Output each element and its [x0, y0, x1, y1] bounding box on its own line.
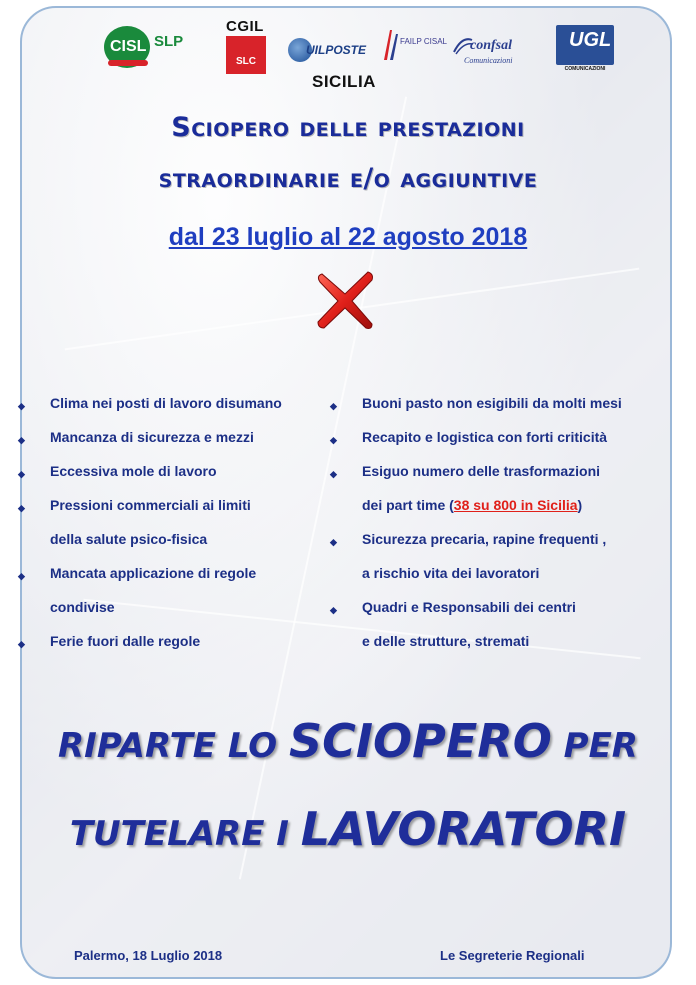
diamond-bullet-icon: ◆: [18, 571, 25, 581]
list-item-continuation: e delle strutture, stremati: [362, 633, 530, 649]
list-item-continuation: condivise: [50, 599, 115, 615]
diamond-bullet-icon: ◆: [330, 605, 337, 615]
diamond-bullet-icon: ◆: [330, 401, 337, 411]
region-label: SICILIA: [312, 72, 376, 91]
failp-label: FAILP CISAL: [400, 37, 447, 46]
diamond-bullet-icon: ◆: [18, 503, 25, 513]
list-item: ◆ Quadri e Responsabili dei centri: [330, 596, 680, 630]
ugl-sublabel: COMUNICAZIONI: [564, 66, 606, 72]
cgil-red-block: [226, 36, 266, 74]
list-item-continuation: a rischio vita dei lavoratori: [362, 565, 540, 581]
signature: Le Segreterie Regionali: [440, 948, 585, 963]
list-item: ◆ Mancata applicazione di regole: [18, 562, 338, 596]
headline-line-1: Sciopero delle prestazioni: [171, 112, 525, 143]
highlight-figure: 38 su 800 in Sicilia: [453, 497, 578, 513]
headline-line-2: straordinarie e/o aggiuntive: [158, 163, 538, 194]
confsal-sublabel: Comunicazioni: [464, 56, 513, 65]
list-item: ◆ Eccessiva mole di lavoro: [18, 460, 338, 494]
diamond-bullet-icon: ◆: [330, 469, 337, 479]
list-item: ◆ Clima nei posti di lavoro disumano: [18, 392, 338, 426]
diamond-bullet-icon: ◆: [18, 401, 25, 411]
diamond-bullet-icon: ◆: [330, 537, 337, 547]
list-item: ◆ Esiguo numero delle trasformazioni: [330, 460, 680, 494]
slogan-line-2: TUTELARE I LAVORATORI: [69, 802, 627, 856]
ugl-label: UGL: [569, 29, 612, 51]
cgil-label: CGIL: [226, 18, 264, 35]
list-item: ◆ Buoni pasto non esigibili da molti mesi: [330, 392, 680, 426]
failp-emblem-icon: [380, 26, 400, 62]
uilposte-label: UILPOSTE: [306, 43, 367, 57]
place-date: Palermo, 18 Luglio 2018: [74, 948, 223, 963]
diamond-bullet-icon: ◆: [18, 469, 25, 479]
grievances-left-list: [18, 392, 338, 664]
diamond-bullet-icon: ◆: [330, 435, 337, 445]
cisl-label: CISL: [110, 38, 147, 55]
diamond-bullet-icon: ◆: [18, 435, 25, 445]
slp-label: SLP: [154, 33, 184, 50]
list-item: ◆ Recapito e logistica con forti criticità: [330, 426, 680, 460]
list-item: ◆ Sicurezza precaria, rapine frequenti ,: [330, 528, 680, 562]
cisl-red-stripe: [108, 60, 148, 66]
list-item: ◆ Ferie fuori dalle regole: [18, 630, 338, 664]
red-x-icon: [312, 268, 378, 334]
grievances-right-list: [330, 392, 680, 664]
list-item-continuation: della salute psico-fisica: [50, 531, 208, 547]
confsal-label: confsal: [470, 38, 512, 53]
list-item: ◆ Mancanza di sicurezza e mezzi: [18, 426, 338, 460]
diamond-bullet-icon: ◆: [18, 639, 25, 649]
strike-dates: dal 23 luglio al 22 agosto 2018: [168, 223, 528, 251]
slogan-line-1: RIPARTE LO SCIOPERO PER: [58, 714, 638, 768]
slc-label: SLC: [236, 56, 256, 67]
list-item-continuation: dei part time (38 su 800 in Sicilia): [362, 497, 583, 513]
list-item: ◆ Pressioni commerciali ai limiti: [18, 494, 338, 528]
